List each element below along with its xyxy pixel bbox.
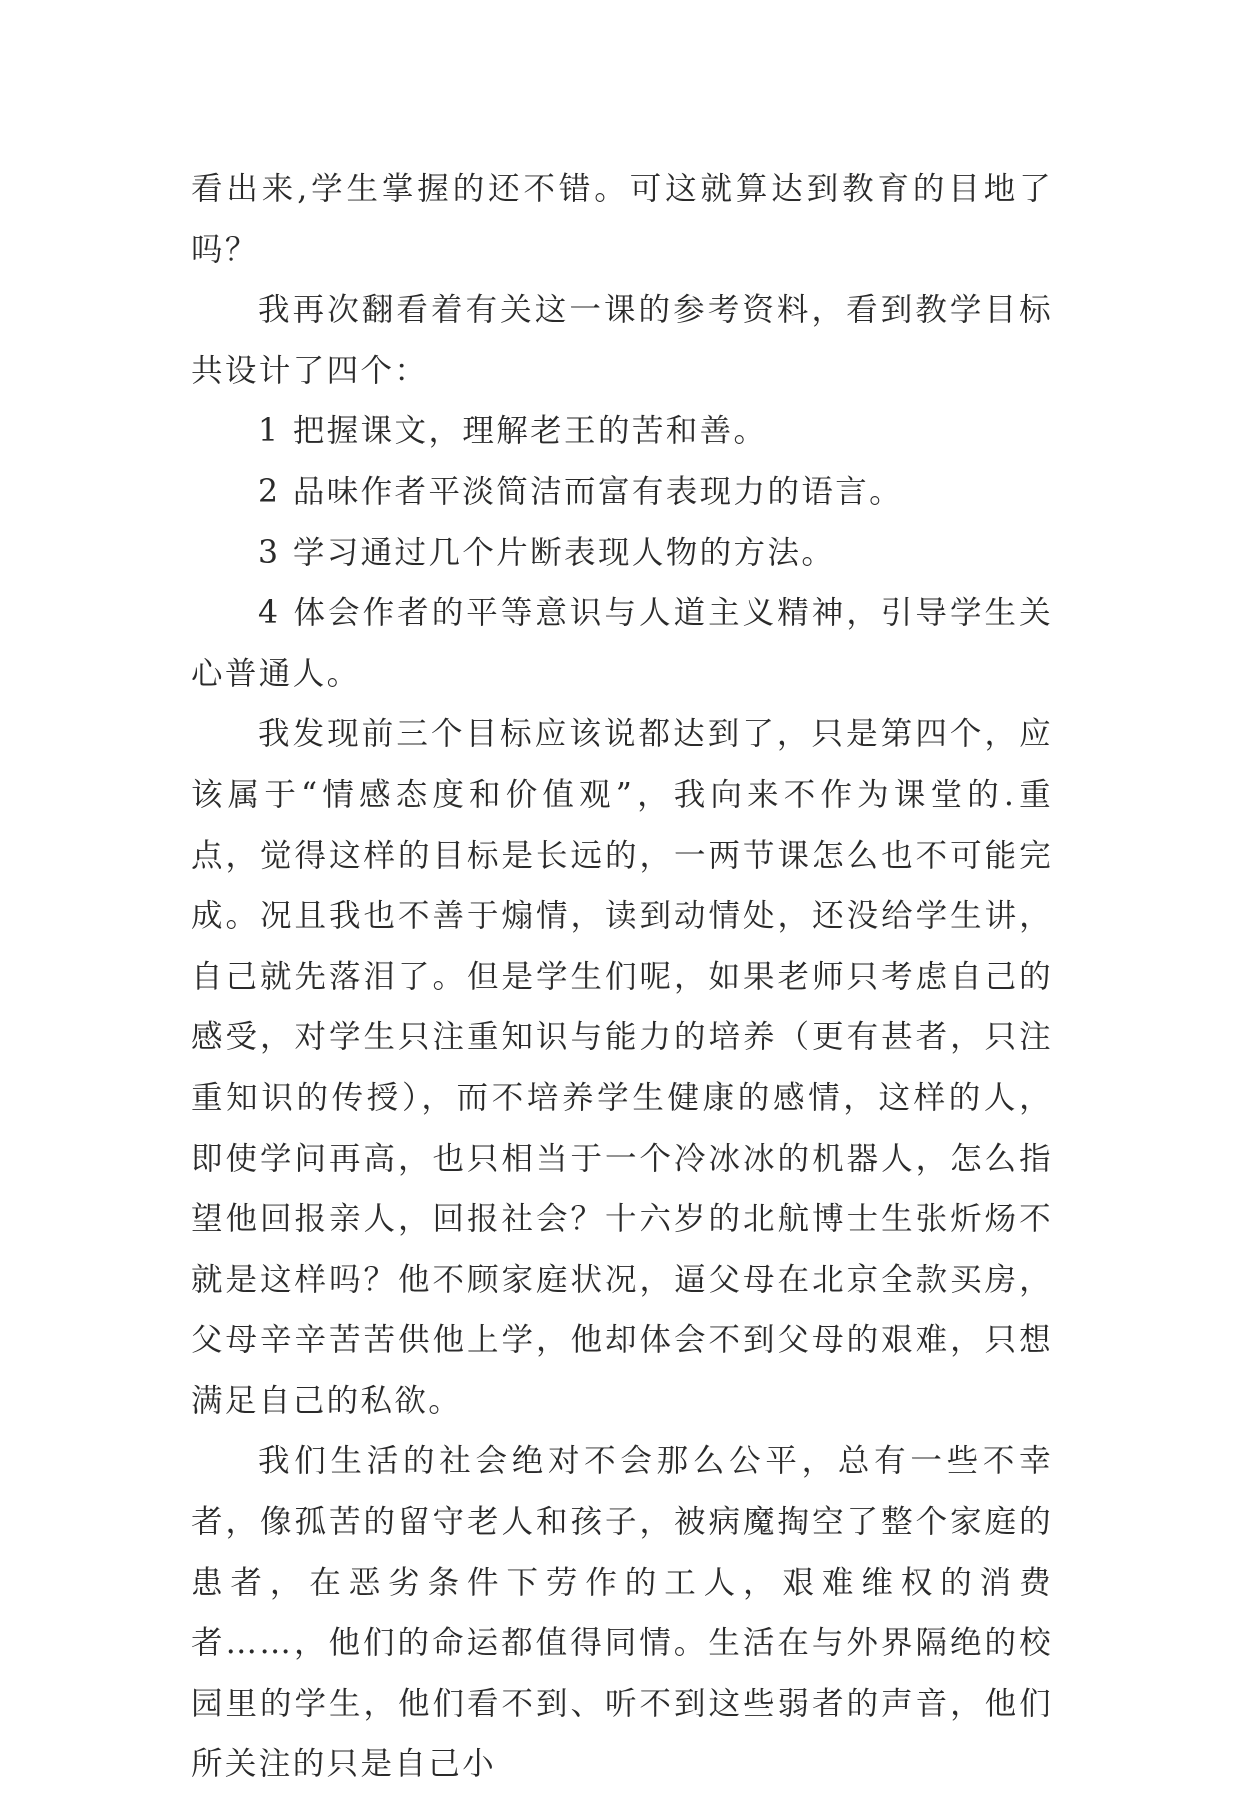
objective-1: 1 把握课文，理解老王的苦和善。 <box>258 413 768 450</box>
objective-2: 2 品味作者平淡简洁而富有表现力的语言。 <box>258 473 904 510</box>
paragraph-reference-intro: 我再次翻看着有关这一课的参考资料，看到教学目标共设计了四个： <box>191 292 1053 389</box>
paragraph-society: 我们生活的社会绝对不会那么公平，总有一些不幸者，像孤苦的留守老人和孩子，被病魔掏空了整个家庭的患者，在恶劣条件下劳作的工人，艰难维权的消费者……，他们的命运都值得同情。生活在与外界隔绝的校园里的学生，他们看不到、听不到这些弱者的声音，他们所关注的只是自己小 <box>191 1443 1053 1783</box>
objective-4: 4 体会作者的平等意识与人道主义精神，引导学生关心普通人。 <box>191 595 1053 692</box>
paragraph-continuation: 看出来,学生掌握的还不错。可这就算达到教育的目地了吗？ <box>191 171 1053 268</box>
body-text <box>191 159 1053 1795</box>
paragraph-reflection: 我发现前三个目标应该说都达到了，只是第四个，应该属于“情感态度和价值观”，我向来不作为课堂的.重点，觉得这样的目标是长远的，一两节课怎么也不可能完成。况且我也不善于煽情，读到动情处，还没给学生讲，自己就先落泪了。但是学生们呢，如果老师只考虑自己的感受，对学生只注重知识与能力的培养（更有甚者，只注重知识的传授），而不培养学生健康的感情，这样的人，即使学问再高，也只相当于一个冷冰冰的机器人，怎么指望他回报亲人，回报社会？十六岁的北航博士生张炘炀不就是这样吗？他不顾家庭状况，逼父母在北京全款买房，父母辛辛苦苦供他上学，他却体会不到父母的艰难，只想满足自己的私欲。 <box>191 716 1053 1419</box>
objective-3: 3 学习通过几个片断表现人物的方法。 <box>258 534 836 571</box>
